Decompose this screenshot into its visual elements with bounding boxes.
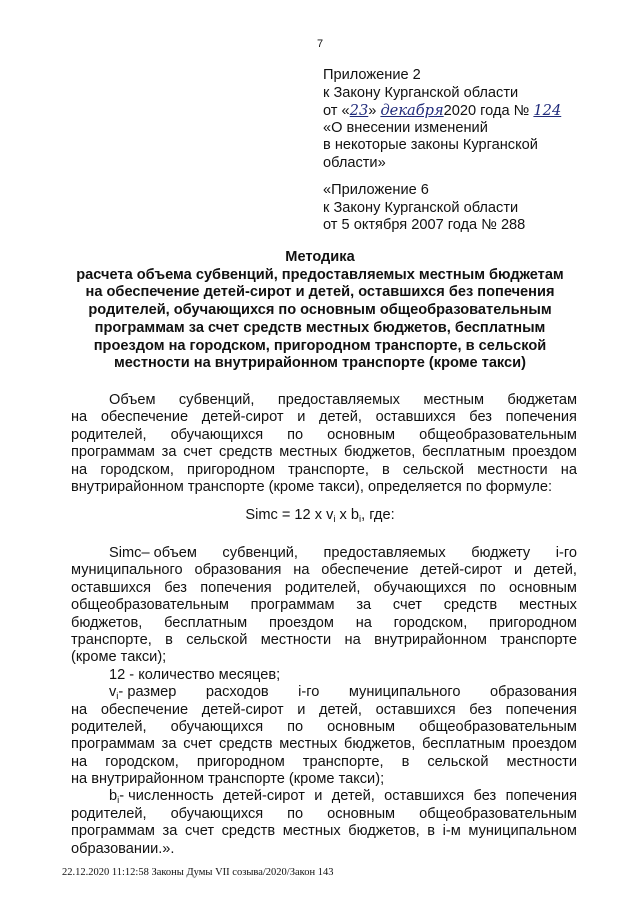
definitions bbox=[71, 545, 577, 858]
definition-b-line: родителей, обучающихся по основным общеобразовательным bbox=[71, 805, 577, 822]
definition-v-line: программам за счет средств местных бюджетов, бесплатным проездом bbox=[71, 736, 577, 753]
appendix-2-label: Приложение 2 bbox=[323, 67, 421, 83]
definition-simc-line: общеобразовательным программам за счет средств местных bbox=[71, 597, 577, 614]
definition-simc-line: (кроме такси); bbox=[71, 649, 167, 666]
definition-v-line: на городском, пригородном транспорте, в сельской местности bbox=[71, 753, 577, 770]
appendix-6-law-line: к Закону Курганской области bbox=[323, 199, 519, 216]
paragraph-line: на городском, пригородном транспорте, в сельской местности на bbox=[71, 461, 577, 478]
intro-paragraph bbox=[71, 392, 577, 496]
definition-months-line: 12 - количество месяцев; bbox=[109, 666, 281, 683]
page-number: 7 bbox=[316, 38, 324, 50]
appendix-2-law-line: к Закону Курганской области bbox=[323, 84, 519, 101]
paragraph-line: Объем субвенций, предоставляемых местным бюджетам bbox=[109, 392, 577, 408]
definition-simc-line: транспорте, в сельской местности на внутрирайонном транспорте bbox=[71, 631, 577, 648]
definition-v-line: родителей, обучающихся по основным общеобразовательным bbox=[71, 718, 577, 735]
appendix-2-header bbox=[323, 67, 576, 173]
handwritten-number: 124 bbox=[533, 102, 562, 120]
appendix-2-title-line-3: области» bbox=[323, 154, 386, 171]
paragraph-line: внутрирайонном транспорте (кроме такси), определяется по формуле: bbox=[71, 478, 553, 495]
appendix-6-label: «Приложение 6 bbox=[323, 182, 429, 198]
definition-b-line: образовании.». bbox=[71, 840, 175, 857]
definition-simc-line: муниципального образования на обеспечение детей-сирот и детей, bbox=[71, 562, 577, 579]
footer-stamp: 22.12.2020 11:12:58 Законы Думы VII созыва/2020/Закон 143 bbox=[62, 867, 334, 878]
appendix-2-title-line-2: в некоторые законы Курганской bbox=[323, 137, 538, 154]
definition-v-line: $v_i-$ размер расходов i-го муниципального образования bbox=[109, 684, 577, 702]
appendix-2-title-line-1: «О внесении изменений bbox=[323, 119, 488, 136]
document-title: Методика расчета объема субвенций, предоставляемых местным бюджетам на обеспечение детей-сирот и детей, оставшихся без попечения родителей, обучающихся по основным общеобразовательным программам за счет средств местных бюджетов, бесплатным проездом на городском, пригородном транспорте, в сельской местности на внутрирайонном транспорте (кроме такси) bbox=[76, 249, 564, 372]
paragraph-line: на обеспечение детей-сирот и детей, оставшихся без попечения bbox=[71, 409, 577, 426]
appendix-6-date-line: от 5 октября 2007 года № 288 bbox=[323, 217, 526, 234]
formula: Simc = 12 x $v_i$ x $b_i$, где: bbox=[245, 507, 395, 525]
definition-v-line: на внутрирайонном транспорте (кроме такси); bbox=[71, 771, 385, 788]
appendix-6-header bbox=[323, 182, 576, 235]
paragraph-line: программам за счет средств местных бюджетов, бесплатным проездом bbox=[71, 444, 577, 461]
definition-simc-line: Simc– объем субвенций, предоставляемых бюджету i-го bbox=[109, 545, 577, 561]
definition-simc-line: оставшихся без попечения родителей, обучающихся по основным bbox=[71, 579, 577, 596]
handwritten-day: 23 bbox=[349, 102, 369, 120]
paragraph-line: родителей, обучающихся по основным общеобразовательным bbox=[71, 426, 577, 443]
appendix-2-date-line: от «23» декабря2020 года № 124 bbox=[323, 102, 562, 120]
handwritten-month: декабря bbox=[380, 102, 444, 120]
definition-b-line: $b_i-$ численность детей-сирот и детей, оставшихся без попечения bbox=[109, 788, 577, 806]
definition-b-line: программам за счет средств местных бюджетов, в i-м муниципальном bbox=[71, 823, 577, 840]
definition-simc-line: бюджетов, бесплатным проездом на городском, пригородном bbox=[71, 614, 577, 631]
definition-v-line: на обеспечение детей-сирот и детей, оставшихся без попечения bbox=[71, 701, 577, 718]
